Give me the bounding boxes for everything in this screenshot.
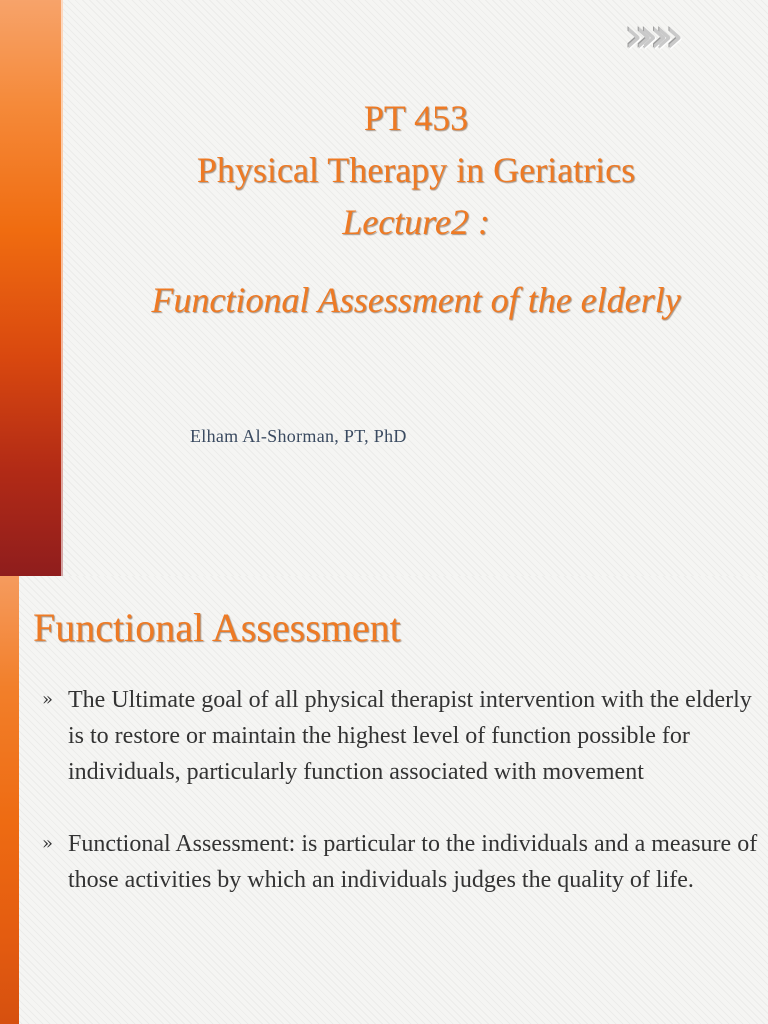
course-title: Physical Therapy in Geriatrics <box>196 150 636 190</box>
bullet-list <box>42 682 762 898</box>
lecture-label: Lecture2 : <box>342 202 490 242</box>
bullet-text: Functional Assessment: is particular to the individuals and a measure of those activities by which an individuals judges the quality of life. <box>68 831 758 893</box>
title-block <box>64 92 768 326</box>
bullet-text: The Ultimate goal of all physical therapist intervention with the elderly is to restore or maintain the highest level of function possible for individuals, particularly function associated with movement <box>68 687 752 785</box>
slide-title-heading: Functional Assessment <box>33 605 401 650</box>
accent-side-bar <box>0 0 63 576</box>
author-line: Elham Al-Shorman, PT, PhD <box>190 426 407 446</box>
bullet-marker-icon: » <box>42 833 54 854</box>
accent-side-bar <box>0 576 19 1024</box>
bullet-marker-icon: » <box>42 689 54 710</box>
next-chevrons-icon[interactable]: »»» <box>624 8 671 64</box>
bullet-item <box>42 682 762 790</box>
course-code: PT 453 <box>363 98 469 138</box>
slide-functional-assessment <box>0 576 768 1024</box>
lecture-subtitle: Functional Assessment of the elderly <box>151 280 681 320</box>
bullet-item <box>42 826 762 898</box>
